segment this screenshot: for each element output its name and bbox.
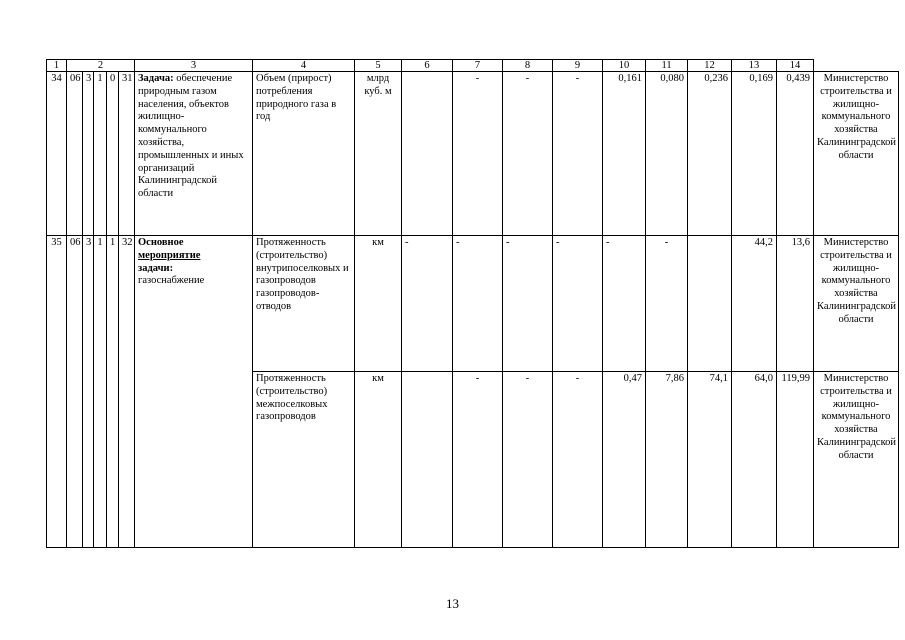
value-cell: - — [453, 236, 503, 372]
task-text: обеспечение природным газом населения, объектов жилищно-коммунального хозяйства, промышленных и иных организаций Калининградской области — [138, 73, 244, 200]
header-cell: 11 — [646, 60, 688, 72]
code-cell: 1 — [94, 72, 107, 236]
value-cell: - — [646, 236, 688, 372]
header-row — [47, 60, 899, 72]
value-cell: - — [603, 236, 646, 372]
value-cell: 74,1 — [688, 372, 732, 548]
indicator-cell: Протяженность (строительство) межпоселковых газопроводов — [253, 372, 355, 548]
value-cell: 0,439 — [777, 72, 814, 236]
table-row — [47, 236, 899, 372]
value-cell: 64,0 — [732, 372, 777, 548]
row-number: 34 — [47, 72, 67, 236]
table-row — [47, 72, 899, 236]
header-cell: 1 — [47, 60, 67, 72]
measure-label: задачи: — [138, 262, 174, 274]
code-cell: 3 — [83, 72, 94, 236]
code-cell: 31 — [119, 72, 135, 236]
header-cell: 12 — [688, 60, 732, 72]
unit-cell: млрд куб. м — [355, 72, 402, 236]
value-cell: - — [503, 72, 553, 236]
page-number: 13 — [446, 596, 459, 611]
header-cell: 5 — [355, 60, 402, 72]
header-cell: 8 — [503, 60, 553, 72]
value-cell: 7,86 — [646, 372, 688, 548]
header-cell: 4 — [253, 60, 355, 72]
value-cell: 0,47 — [603, 372, 646, 548]
unit-cell: км — [355, 236, 402, 372]
indicator-cell: Объем (прирост) потребления природного газа в год — [253, 72, 355, 236]
header-cell: 3 — [135, 60, 253, 72]
measure-label: Основное — [138, 237, 184, 248]
header-cell: 6 — [402, 60, 453, 72]
code-cell: 06 — [67, 72, 83, 236]
row-number: 35 — [47, 236, 67, 548]
value-cell: - — [453, 72, 503, 236]
value-cell: 0,236 — [688, 72, 732, 236]
value-cell: - — [503, 236, 553, 372]
value-cell: 13,6 — [777, 236, 814, 372]
value-cell — [402, 72, 453, 236]
value-cell: 0,161 — [603, 72, 646, 236]
value-cell: 44,2 — [732, 236, 777, 372]
header-cell: 7 — [453, 60, 503, 72]
measure-text: газоснабжение — [138, 275, 205, 287]
value-cell: - — [503, 372, 553, 548]
responsible-cell: Министерство строительства и жилищно-коммунального хозяйства Калининградской области — [814, 372, 899, 548]
header-cell: 10 — [603, 60, 646, 72]
task-label: Задача: — [138, 73, 174, 84]
code-cell: 0 — [107, 72, 119, 236]
header-cell: 14 — [777, 60, 814, 72]
measure-cell — [135, 236, 253, 548]
header-cell: 2 — [67, 60, 135, 72]
header-cell: 13 — [732, 60, 777, 72]
code-cell: 1 — [94, 236, 107, 548]
value-cell — [688, 236, 732, 372]
code-cell: 3 — [83, 236, 94, 548]
header-cell: 9 — [553, 60, 603, 72]
value-cell — [402, 372, 453, 548]
measure-label: мероприятие — [138, 249, 201, 261]
value-cell: 0,169 — [732, 72, 777, 236]
value-cell: - — [402, 236, 453, 372]
code-cell: 1 — [107, 236, 119, 548]
value-cell: - — [553, 72, 603, 236]
value-cell: - — [453, 372, 503, 548]
value-cell: - — [553, 236, 603, 372]
code-cell: 32 — [119, 236, 135, 548]
responsible-cell: Министерство строительства и жилищно-коммунального хозяйства Калининградской области — [814, 72, 899, 236]
data-table — [46, 59, 899, 548]
value-cell: - — [553, 372, 603, 548]
responsible-cell: Министерство строительства и жилищно-коммунального хозяйства Калининградской области — [814, 236, 899, 372]
unit-cell: км — [355, 372, 402, 548]
value-cell: 119,99 — [777, 372, 814, 548]
code-cell: 06 — [67, 236, 83, 548]
indicator-cell: Протяженность (строительство) внутрипоселковых и газопроводов газопроводов-отводов — [253, 236, 355, 372]
value-cell: 0,080 — [646, 72, 688, 236]
task-cell — [135, 72, 253, 236]
